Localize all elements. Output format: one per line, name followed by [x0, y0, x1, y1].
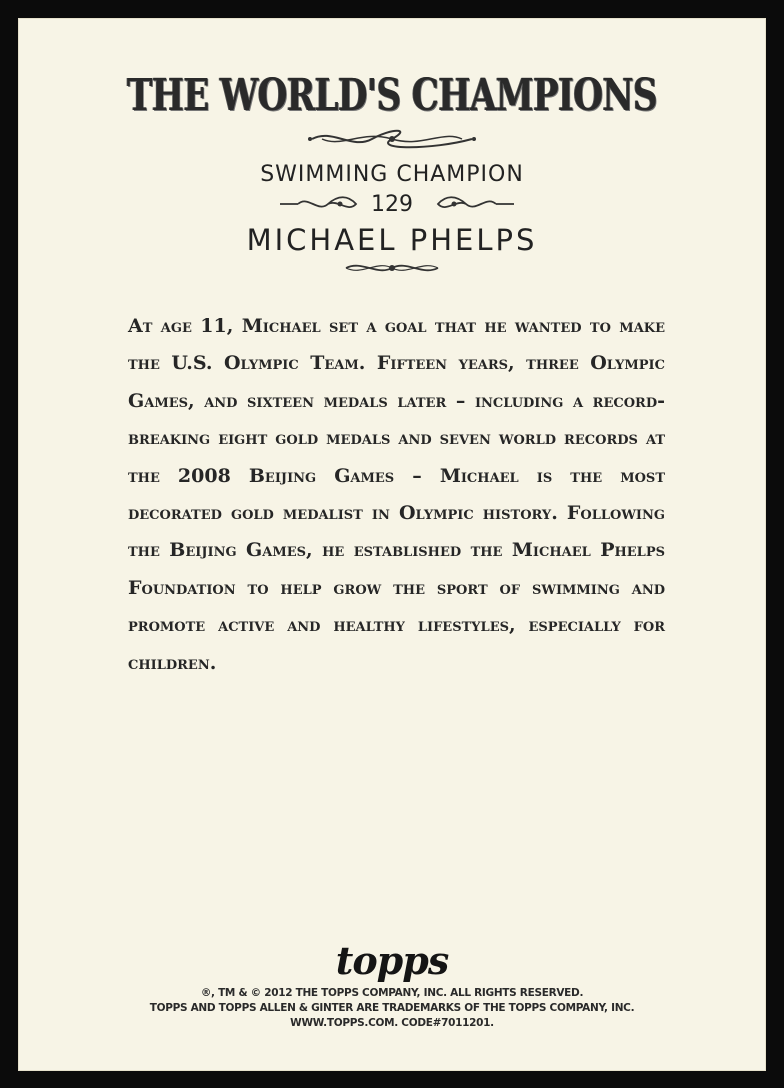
ornament-under-name-icon [342, 260, 442, 276]
player-name: MICHAEL PHELPS [246, 223, 538, 257]
topps-logo [18, 938, 766, 983]
ornament-right-icon [436, 195, 516, 213]
legal-line: ®, TM & © 2012 THE TOPPS COMPANY, INC. ALL RIGHTS RESERVED. [200, 987, 584, 999]
player-biography: At age 11, Michael set a goal that he wanted to make the U.S. Olympic Team. Fifteen years, three Olympic Games, and sixteen medals later – including a record-breaking eight gold medals and seven world records at the 2008 Beijing Games – Michael is the most decorated gold medalist in Olympic history. Following the Beijing Games, he established the Michael Phelps Foundation to help grow the sport of swimming and promote active and healthy lifestyles, especially for children. [128, 315, 665, 674]
legal-text [18, 986, 766, 1031]
topps-logo-text: topps [335, 938, 449, 983]
trading-card-back [18, 18, 766, 1071]
legal-line: TOPPS AND TOPPS ALLEN & GINTER ARE TRADEMARKS OF THE TOPPS COMPANY, INC. [149, 1002, 635, 1014]
card-category: SWIMMING CHAMPION [260, 162, 524, 187]
card-number: 129 [371, 192, 413, 217]
ornament-under-title-icon [302, 128, 482, 150]
legal-line: WWW.TOPPS.COM. CODE#7011201. [290, 1017, 494, 1029]
series-title: THE WORLD'S CHAMPIONS [126, 70, 658, 121]
